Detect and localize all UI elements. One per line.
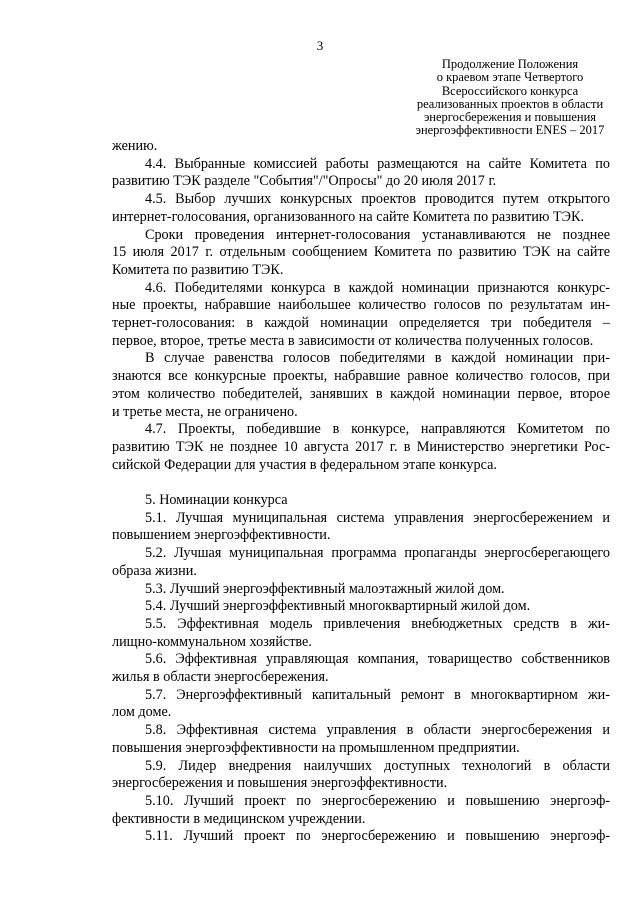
text-line: образа жизни. — [112, 562, 197, 579]
paragraph — [112, 758, 610, 793]
text-line: ные проекты, набравшие наибольшее количество голосов по результатам ин- — [112, 297, 610, 314]
text-line: развитию ТЭК не позднее 10 августа 2017 г. в Министерство энергетики Рос- — [112, 438, 610, 455]
paragraph — [112, 227, 610, 280]
header-line: энергосбережения и повышения — [423, 110, 597, 125]
paragraph — [112, 350, 610, 421]
document-continuation-header — [400, 58, 620, 138]
paragraph — [112, 138, 610, 156]
text-line: 4.5. Выбор лучших конкурсных проектов проводится путем открытого — [145, 191, 610, 208]
paragraph — [112, 280, 610, 351]
header-line: Продолжение Положения — [441, 57, 579, 71]
text-line: 5.7. Энергоэффективный капитальный ремонт в многоквартирном жи- — [145, 686, 610, 703]
text-line: жилья в области энергосбережения. — [112, 669, 329, 686]
text-line: 4.4. Выбранные комиссией работы размещаются на сайте Комитета по — [145, 155, 610, 172]
section-heading — [112, 492, 610, 510]
text-line: 5.10. Лучший проект по энергосбережению и повышению энергоэф- — [145, 793, 610, 809]
paragraph — [112, 722, 610, 757]
text-line: 5.9. Лидер внедрения наилучших доступных технологий в области — [145, 757, 610, 774]
paragraph — [112, 191, 610, 226]
text-line: лищно-коммунальном хозяйстве. — [112, 633, 312, 650]
text-line: 15 июля 2017 г. отдельным сообщением Комитета по развитию ТЭК на сайте — [112, 244, 610, 261]
paragraph — [112, 828, 610, 846]
header-line: реализованных проектов в области — [416, 96, 604, 111]
paragraph — [112, 510, 610, 545]
text-line: повышения энергоэффективности на промышленном предприятии. — [112, 739, 520, 756]
paragraph — [112, 581, 610, 599]
text-line: 5.2. Лучшая муниципальная программа пропаганды энергосберегающего — [145, 545, 610, 562]
text-line: сийской Федерации для участия в федеральном этапе конкурса. — [112, 456, 497, 473]
text-line: 4.7. Проекты, победившие в конкурсе, направляются Комитетом по — [145, 421, 610, 438]
text-line: лом доме. — [112, 704, 172, 721]
paragraph — [112, 421, 610, 474]
text-line: 5. Номинации конкурса — [145, 492, 288, 509]
paragraph — [112, 616, 610, 651]
text-line: 5.8. Эффективная система управления в области энергосбережения и — [145, 722, 610, 739]
document-body — [112, 138, 610, 846]
header-line: о краевом этапе Четвертого — [436, 70, 584, 85]
paragraph — [112, 651, 610, 686]
text-line: 4.6. Победителями конкурса в каждой номинации признаются конкурс- — [145, 279, 610, 296]
text-line: интернет-голосования, организованного на сайте Комитета по развитию ТЭК. — [112, 208, 584, 225]
paragraph — [112, 687, 610, 722]
text-line: 5.6. Эффективная управляющая компания, товарищество собственников — [145, 651, 610, 668]
text-line: энергосбережения и повышения энергоэффективности. — [112, 775, 448, 792]
text-line: 5.3. Лучший энергоэффективный малоэтажный жилой дом. — [145, 580, 505, 597]
text-line: и третье места, не ограничено. — [112, 403, 298, 420]
text-line: фективности в медицинском учреждении. — [112, 810, 366, 827]
text-line: 5.1. Лучшая муниципальная система управления энергосбережением и — [145, 509, 610, 526]
text-line: знаются все конкурсные проекты, набравшие равное количество голосов, при — [112, 368, 610, 385]
header-line: Всероссийского конкурса — [441, 83, 579, 98]
page-number: 3 — [316, 38, 324, 53]
paragraph — [112, 545, 610, 580]
text-line: В случае равенства голосов победителями в каждой номинации при- — [145, 350, 610, 367]
text-line: Комитета по развитию ТЭК. — [112, 261, 284, 278]
text-line: Сроки проведения интернет-голосования устанавливаются не позднее — [145, 226, 610, 243]
text-line: повышением энергоэффективности. — [112, 527, 331, 544]
paragraph — [112, 156, 610, 191]
text-line: тернет-голосования: в каждой номинации определяется три победителя – — [112, 315, 610, 332]
header-line: энергоэффективности ENES – 2017 — [415, 123, 605, 138]
text-line: развитию ТЭК разделе "События"/"Опросы" до 20 июля 2017 г. — [112, 173, 497, 190]
text-line: 5.5. Эффективная модель привлечения внебюджетных средств в жи- — [145, 615, 610, 632]
text-line: 5.11. Лучший проект по энергосбережению и повышению энергоэф- — [145, 828, 610, 845]
paragraph — [112, 793, 610, 828]
text-line: этом количество победителей, занявших в каждой номинации первое, второе — [112, 385, 610, 402]
text-line: первое, второе, третье места в зависимости от количества полученных голосов. — [112, 332, 594, 349]
text-line: жению. — [112, 138, 158, 154]
text-line: 5.4. Лучший энергоэффективный многоквартирный жилой дом. — [145, 598, 531, 615]
paragraph — [112, 598, 610, 616]
